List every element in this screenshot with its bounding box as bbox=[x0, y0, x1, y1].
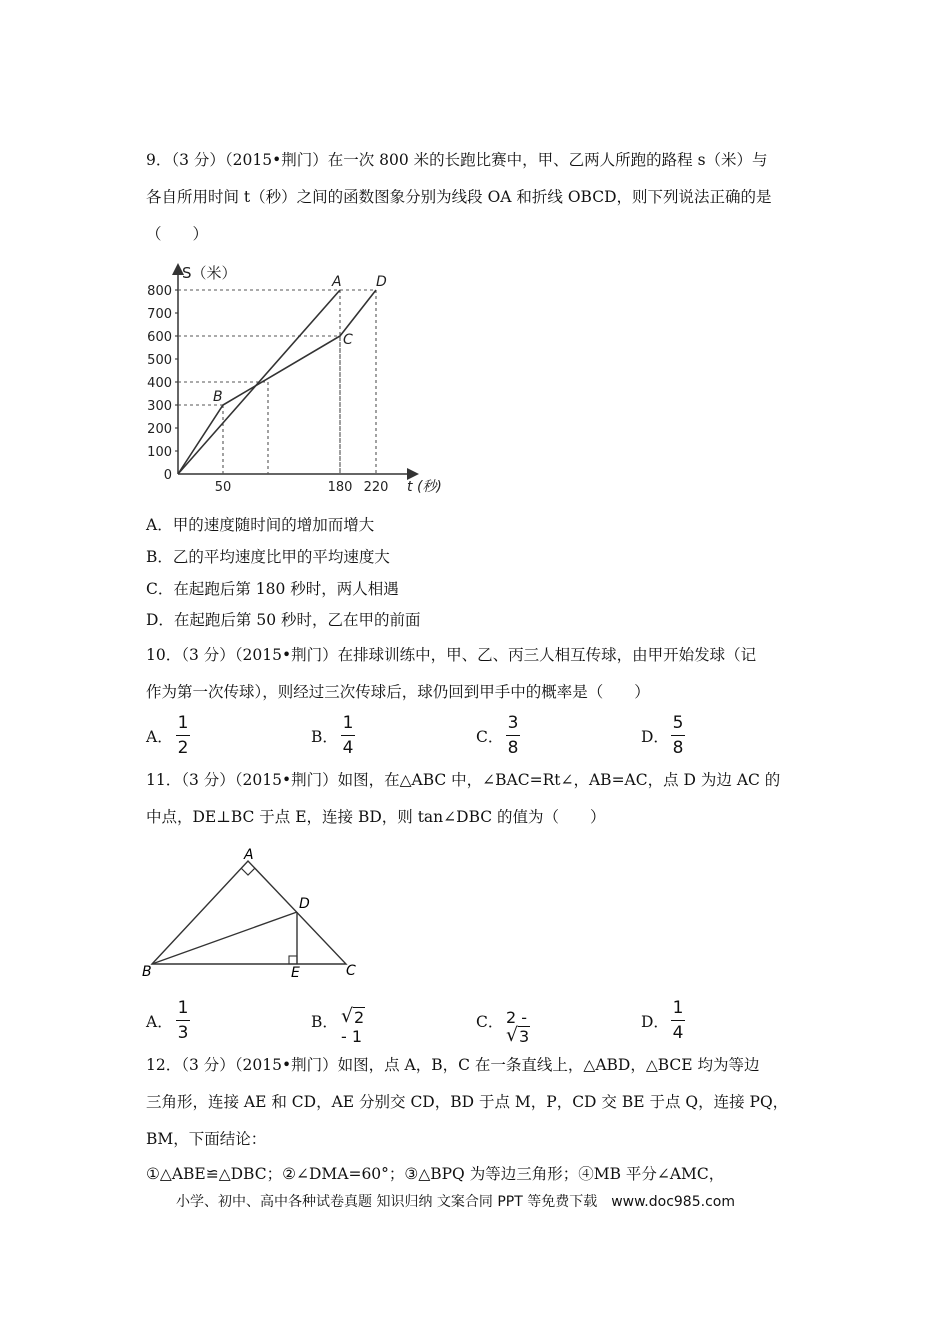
q9-option-b[interactable]: B．乙的平均速度比甲的平均速度大 bbox=[146, 548, 390, 566]
y-tick-label-500: 500 bbox=[147, 353, 172, 368]
q11-options: A． 1 3 B． √ 2 - 1 C． 2 - √ 3 D． 1 4 bbox=[146, 998, 684, 1046]
right-angle-mark-e bbox=[289, 956, 297, 964]
label-e: E bbox=[291, 965, 300, 981]
fraction: 5 8 bbox=[672, 713, 684, 759]
segment-bd bbox=[152, 912, 297, 964]
q12-text-line3: BM，下面结论： bbox=[146, 1130, 267, 1148]
triangle-abc bbox=[152, 861, 346, 964]
q12-text-line4: ①△ABE≌△DBC；②∠DMA=60°；③△BPQ 为等边三角形；④MB 平分∠AMC， bbox=[146, 1165, 725, 1183]
q12-text-line2: 三角形，连接 AE 和 CD，AE 分别交 CD，BD 于点 M，P，CD 交 BE 于点 Q，连接 PQ， bbox=[146, 1093, 789, 1111]
q11-text-line2: 中点，DE⊥BC 于点 E，连接 BD，则 tan∠DBC 的值为（ ） bbox=[146, 808, 606, 826]
point-label-B: B bbox=[213, 389, 223, 405]
y-tick-label-0: 0 bbox=[163, 468, 172, 483]
fraction: 1 4 bbox=[672, 998, 684, 1044]
label-a: A bbox=[244, 847, 254, 863]
fraction: 1 3 bbox=[177, 998, 189, 1044]
point-label-A: A bbox=[332, 274, 342, 290]
y-tick-label-100: 100 bbox=[147, 445, 172, 460]
q11-triangle-figure bbox=[140, 843, 380, 983]
q10-text-line2: 作为第一次传球），则经过三次传球后，球仍回到甲手中的概率是（ ） bbox=[146, 683, 650, 701]
right-angle-mark-a bbox=[241, 868, 255, 875]
y-tick-label-600: 600 bbox=[147, 330, 172, 345]
y-tick-label-200: 200 bbox=[147, 422, 172, 437]
radical-expression: 2 - √ 3 bbox=[506, 1008, 530, 1046]
y-tick-label-700: 700 bbox=[147, 307, 172, 322]
radical-expression: √ 2 - 1 bbox=[341, 1005, 365, 1046]
q11-text-line1: 11．（3 分）（2015•荆门）如图，在△ABC 中，∠BAC=Rt∠，AB=AC，点 D 为边 AC 的 bbox=[146, 771, 781, 789]
label-d: D bbox=[299, 896, 310, 912]
q10-text-line1: 10．（3 分）（2015•荆门）在排球训练中，甲、乙、丙三人相互传球，由甲开始发球（记 bbox=[146, 646, 757, 664]
sqrt-symbol: √ 3 bbox=[506, 1024, 530, 1046]
y-tick-label-400: 400 bbox=[147, 376, 172, 391]
page-footer: 小学、初中、高中各种试卷真题 知识归纳 文案合同 PPT 等免费下载 www.doc985.com bbox=[176, 1194, 735, 1210]
q9-text-line2: 各自所用时间 t（秒）之间的函数图象分别为线段 OA 和折线 OBCD，则下列说法正确的是 bbox=[146, 188, 772, 206]
q9-function-graph bbox=[140, 262, 450, 502]
q12-text-line1: 12．（3 分）（2015•荆门）如图，点 A，B，C 在一条直线上，△ABD，△BCE 均为等边 bbox=[146, 1056, 760, 1074]
x-tick-label-220: 220 bbox=[363, 480, 389, 495]
q9-text-line3: （ ） bbox=[146, 225, 209, 243]
label-b: B bbox=[142, 964, 152, 980]
x-tick-label-180: 180 bbox=[327, 480, 353, 495]
series-line-1 bbox=[178, 290, 376, 474]
x-axis-label: t (秒) bbox=[407, 479, 442, 495]
q9-text-line1: 9．（3 分）（2015•荆门）在一次 800 米的长跑比赛中，甲、乙两人所跑的路程 s（米）与 bbox=[146, 151, 768, 169]
y-tick-label-300: 300 bbox=[147, 399, 172, 414]
label-c: C bbox=[346, 963, 356, 979]
point-label-D: D bbox=[376, 274, 387, 290]
sqrt-symbol: √ 2 bbox=[341, 1005, 365, 1027]
q9-option-d[interactable]: D．在起跑后第 50 秒时，乙在甲的前面 bbox=[146, 611, 421, 629]
fraction: 1 4 bbox=[342, 713, 354, 759]
fraction: 3 8 bbox=[507, 713, 519, 759]
y-tick-label-800: 800 bbox=[147, 284, 172, 299]
q10-options: A． 1 2 B． 1 4 C． 3 8 D． 5 8 bbox=[146, 713, 684, 759]
q9-option-c[interactable]: C．在起跑后第 180 秒时，两人相遇 bbox=[146, 580, 399, 598]
x-tick-label-50: 50 bbox=[214, 480, 232, 495]
y-axis-label: S（米） bbox=[182, 264, 237, 282]
q9-option-a[interactable]: A．甲的速度随时间的增加而增大 bbox=[146, 516, 375, 534]
fraction: 1 2 bbox=[177, 713, 189, 759]
point-label-C: C bbox=[343, 332, 353, 348]
